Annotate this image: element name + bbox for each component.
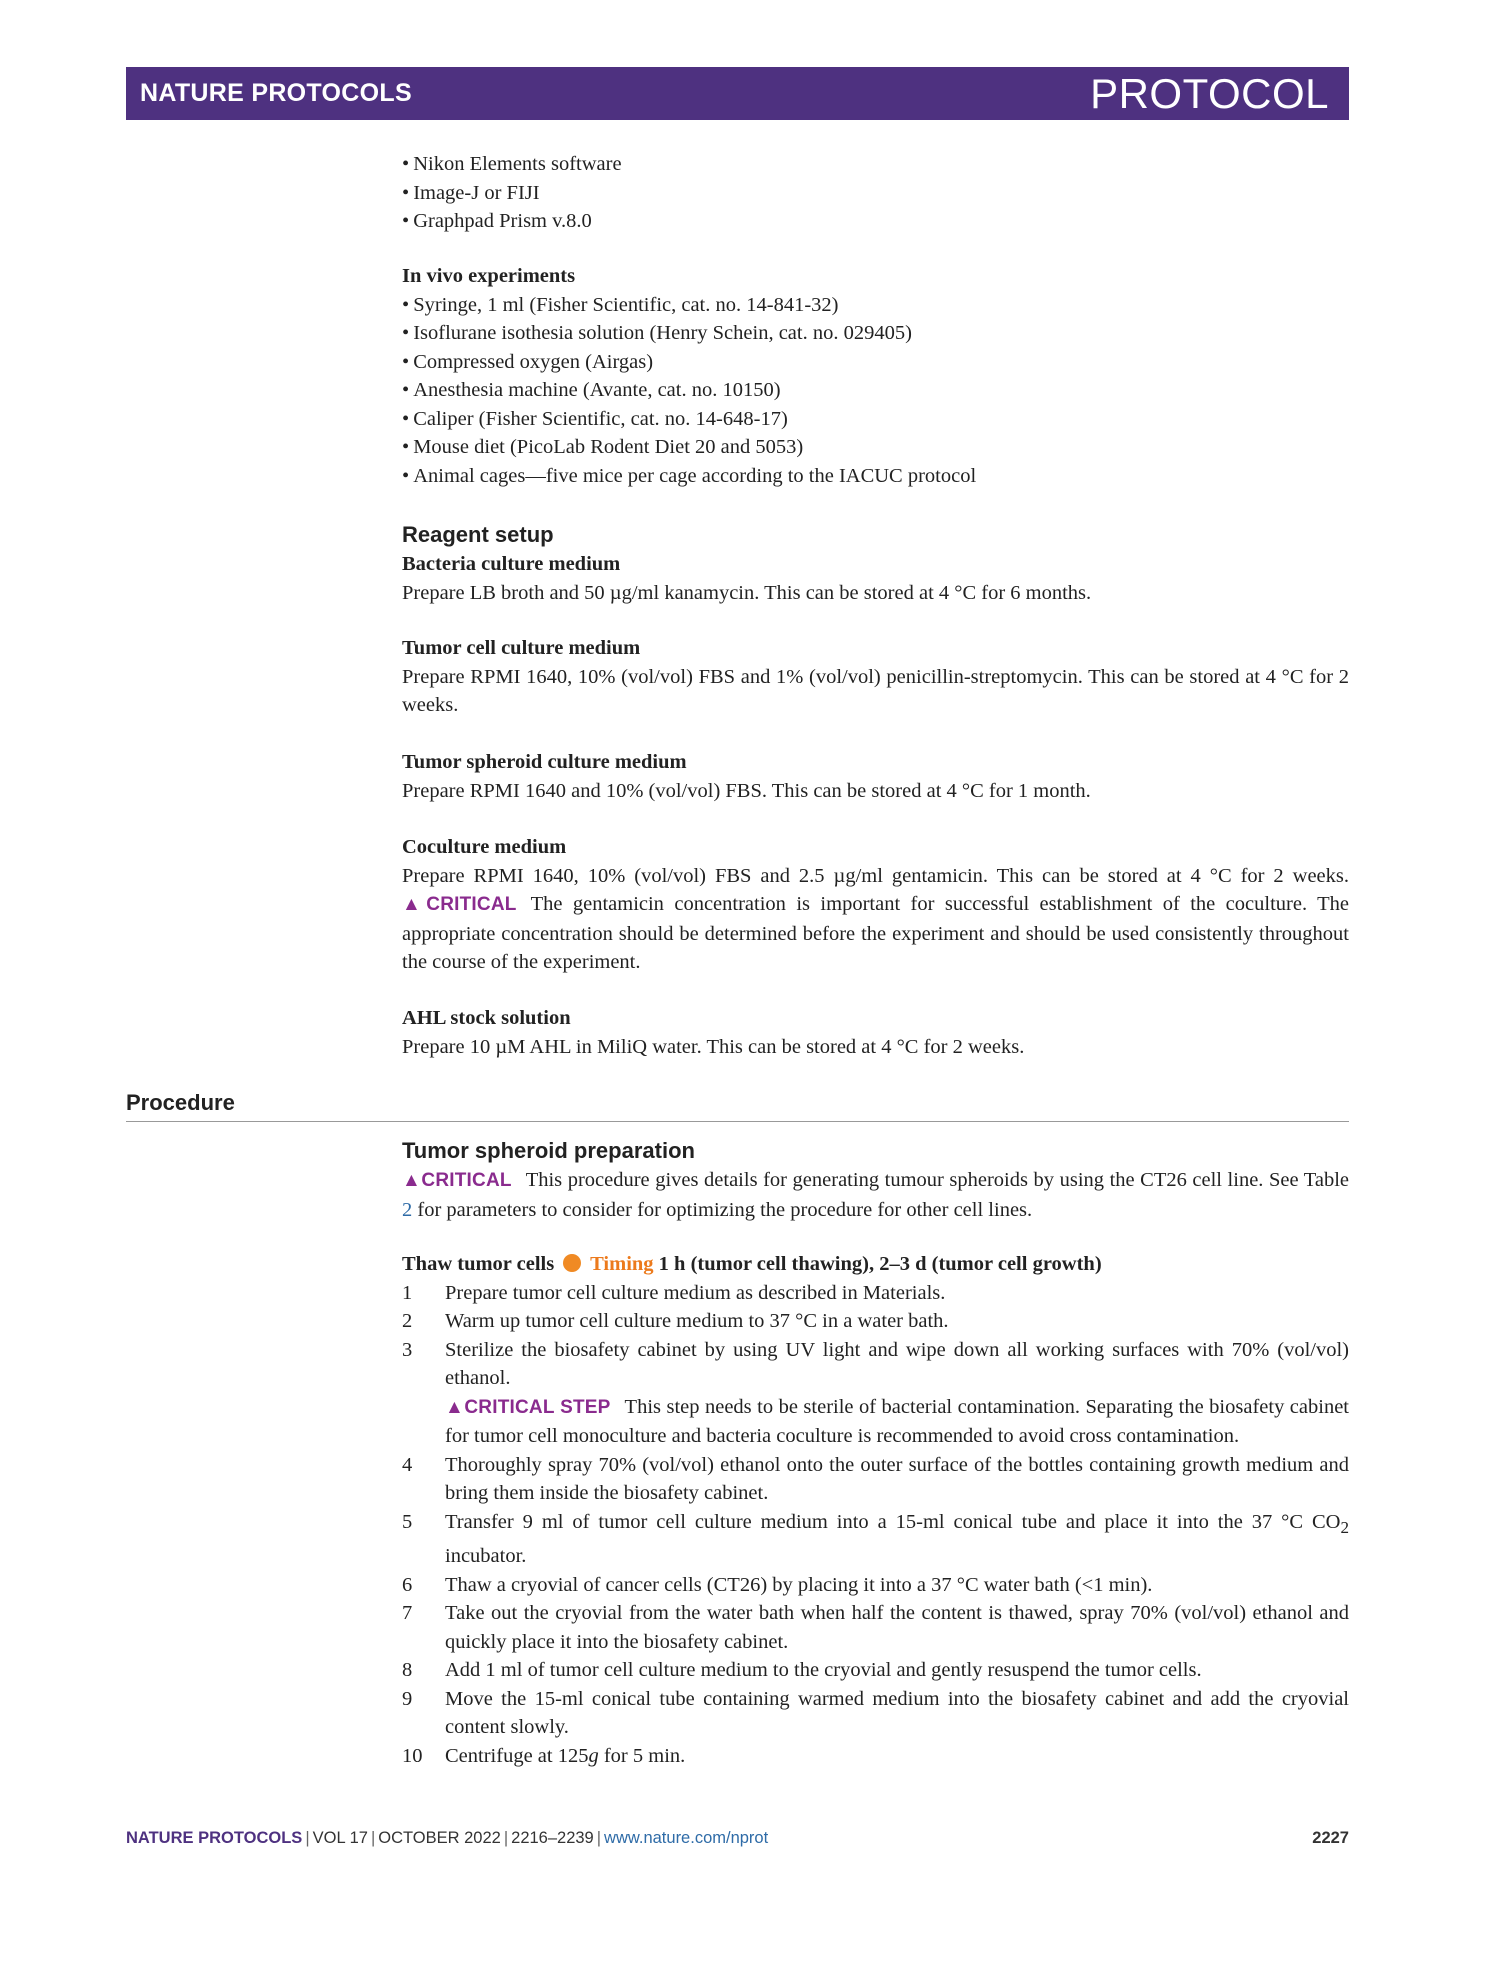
timing-text: 1 h (tumor cell thawing), 2–3 d (tumor cell growth) [658, 1253, 1102, 1275]
procedure-heading: Procedure [126, 1090, 1349, 1122]
thaw-title: Thaw tumor cells [402, 1253, 555, 1275]
bacteria-medium-text: Prepare LB broth and 50 µg/ml kanamycin. This can be stored at 4 °C for 6 months. [402, 581, 1092, 604]
list-item: • Animal cages—five mice per cage according to the IACUC protocol [402, 462, 1349, 491]
list-item: • Nikon Elements software [402, 150, 1349, 179]
step-text: Move the 15-ml conical tube containing warmed medium into the biosafety cabinet and add the cryovial content slowly. [445, 1687, 1349, 1739]
timing-dot-icon [563, 1254, 581, 1272]
step-item [402, 1685, 1349, 1742]
spheroid-medium-title: Tumor spheroid culture medium [402, 751, 687, 773]
ahl-title: AHL stock solution [402, 1007, 571, 1029]
software-section [402, 150, 1349, 236]
step-number: 3 [402, 1338, 413, 1361]
step-item [402, 1599, 1349, 1656]
list-item: • Graphpad Prism v.8.0 [402, 207, 1349, 236]
italic-unit: g [588, 1744, 599, 1767]
critical-label: ▲CRITICAL [402, 1170, 512, 1191]
coculture-text-after: The gentamicin concentration is important for successful establishment of the coculture. The appropriate concentration should be determined before the experiment and should be used consistently throughout the course of the experiment. [402, 893, 1349, 973]
intro-text: This procedure gives details for generating tumour spheroids by using the CT26 cell line. See Table [525, 1169, 1349, 1191]
table-reference-link[interactable]: 2 [402, 1198, 413, 1221]
list-item: • Syringe, 1 ml (Fisher Scientific, cat. no. 14-841-32) [402, 291, 1349, 320]
critical-step-text: This step needs to be sterile of bacterial contamination. Separating the biosafety cabinet for tumor cell monoculture and bacteria coculture is recommended to avoid cross contamination. [445, 1395, 1349, 1447]
footer-journal: NATURE PROTOCOLS [126, 1829, 303, 1847]
spheroid-medium-section [402, 748, 1349, 805]
step-text: Warm up tumor cell culture medium to 37 °C in a water bath. [445, 1310, 949, 1332]
spheroid-prep-intro [402, 1166, 1349, 1224]
step-number: 8 [402, 1659, 413, 1682]
step-text: Transfer 9 ml of tumor cell culture medium into a 15-ml conical tube and place it into the 37 °C CO [445, 1510, 1341, 1533]
footer-url-link[interactable]: www.nature.com/nprot [604, 1829, 769, 1847]
divider: | [370, 1829, 376, 1847]
step-text: Centrifuge at 125 [445, 1744, 589, 1767]
procedure-steps [402, 1279, 1349, 1771]
list-item: • Isoflurane isothesia solution (Henry Schein, cat. no. 029405) [402, 319, 1349, 348]
footer-date: OCTOBER 2022 [378, 1829, 501, 1847]
tumor-cell-medium-text: Prepare RPMI 1640, 10% (vol/vol) FBS and 1% (vol/vol) penicillin-streptomycin. This can be stored at 4 °C for 2 weeks. [402, 665, 1349, 716]
in-vivo-section [402, 262, 1349, 490]
critical-step-note [445, 1393, 1349, 1451]
step-text: Sterilize the biosafety cabinet by using UV light and wipe down all working surfaces with 70% (vol/vol) ethanol. [445, 1338, 1349, 1389]
step-item [402, 1508, 1349, 1571]
step-number: 2 [402, 1310, 413, 1332]
divider: | [503, 1829, 509, 1847]
subscript: 2 [1340, 1517, 1349, 1537]
list-item: • Caliper (Fisher Scientific, cat. no. 14-648-17) [402, 405, 1349, 434]
intro-tail: for parameters to consider for optimizing the procedure for other cell lines. [417, 1198, 1033, 1221]
step-text: for 5 min. [598, 1744, 686, 1767]
step-text: incubator. [445, 1545, 527, 1568]
step-item [402, 1279, 1349, 1308]
step-item [402, 1307, 1349, 1336]
thaw-heading [402, 1250, 1349, 1279]
step-number: 10 [402, 1744, 423, 1767]
list-item: • Anesthesia machine (Avante, cat. no. 10150) [402, 376, 1349, 405]
step-number: 4 [402, 1453, 413, 1476]
step-number: 9 [402, 1687, 413, 1710]
step-text: Thaw a cryovial of cancer cells (CT26) by placing it into a 37 °C water bath (<1 min). [445, 1573, 1153, 1596]
step-text: Add 1 ml of tumor cell culture medium to the cryovial and gently resuspend the tumor cells. [445, 1659, 1202, 1682]
page-number: 2227 [1312, 1829, 1349, 1847]
page-footer [126, 1829, 1349, 1848]
step-text: Thoroughly spray 70% (vol/vol) ethanol onto the outer surface of the bottles containing growth medium and bring them inside the biosafety cabinet. [445, 1453, 1349, 1504]
tumor-cell-medium-title: Tumor cell culture medium [402, 637, 641, 659]
list-item: • Compressed oxygen (Airgas) [402, 348, 1349, 377]
footer-volume: VOL 17 [312, 1829, 368, 1847]
tumor-cell-medium-section [402, 634, 1349, 720]
reagent-setup-section [402, 520, 1349, 607]
journal-name: NATURE PROTOCOLS [140, 79, 412, 107]
coculture-text-before: Prepare RPMI 1640, 10% (vol/vol) FBS and 2.5 µg/ml gentamicin. This can be stored at 4 °C for 2 weeks. [402, 864, 1349, 887]
thaw-section [402, 1250, 1349, 1770]
coculture-medium-title: Coculture medium [402, 836, 567, 858]
in-vivo-list [402, 291, 1349, 491]
list-item: • Image-J or FIJI [402, 179, 1349, 208]
step-number: 5 [402, 1510, 413, 1533]
step-item [402, 1656, 1349, 1685]
article-type: PROTOCOL [1090, 69, 1329, 117]
ahl-section [402, 1004, 1349, 1061]
step-number: 1 [402, 1281, 413, 1304]
divider: | [596, 1829, 602, 1847]
divider: | [305, 1829, 310, 1847]
coculture-medium-section [402, 833, 1349, 977]
critical-label: ▲CRITICAL [402, 894, 517, 915]
list-item: • Mouse diet (PicoLab Rodent Diet 20 and 5053) [402, 433, 1349, 462]
bacteria-medium-title: Bacteria culture medium [402, 553, 621, 575]
footer-pages: 2216–2239 [511, 1829, 594, 1847]
step-text: Take out the cryovial from the water bath when half the content is thawed, spray 70% (vol/vol) ethanol and quickly place it into the biosafety cabinet. [445, 1602, 1349, 1653]
reagent-setup-title: Reagent setup [402, 522, 554, 547]
software-list [402, 150, 1349, 236]
step-text: Prepare tumor cell culture medium as described in Materials. [445, 1281, 946, 1304]
coculture-medium-text [402, 862, 1349, 977]
spheroid-prep-title: Tumor spheroid preparation [402, 1138, 695, 1163]
timing-label: Timing [590, 1253, 654, 1275]
critical-step-label: ▲CRITICAL STEP [445, 1396, 611, 1418]
step-item [402, 1451, 1349, 1508]
step-item [402, 1571, 1349, 1600]
header-banner [126, 67, 1349, 120]
step-item [402, 1742, 1349, 1771]
step-number: 7 [402, 1602, 413, 1625]
step-item [402, 1336, 1349, 1451]
footer-citation [126, 1829, 768, 1848]
ahl-text: Prepare 10 µM AHL in MiliQ water. This can be stored at 4 °C for 2 weeks. [402, 1035, 1025, 1058]
step-number: 6 [402, 1573, 413, 1596]
tumor-spheroid-section [402, 1136, 1349, 1224]
spheroid-medium-text: Prepare RPMI 1640 and 10% (vol/vol) FBS. This can be stored at 4 °C for 1 month. [402, 779, 1091, 802]
in-vivo-title: In vivo experiments [402, 265, 576, 287]
